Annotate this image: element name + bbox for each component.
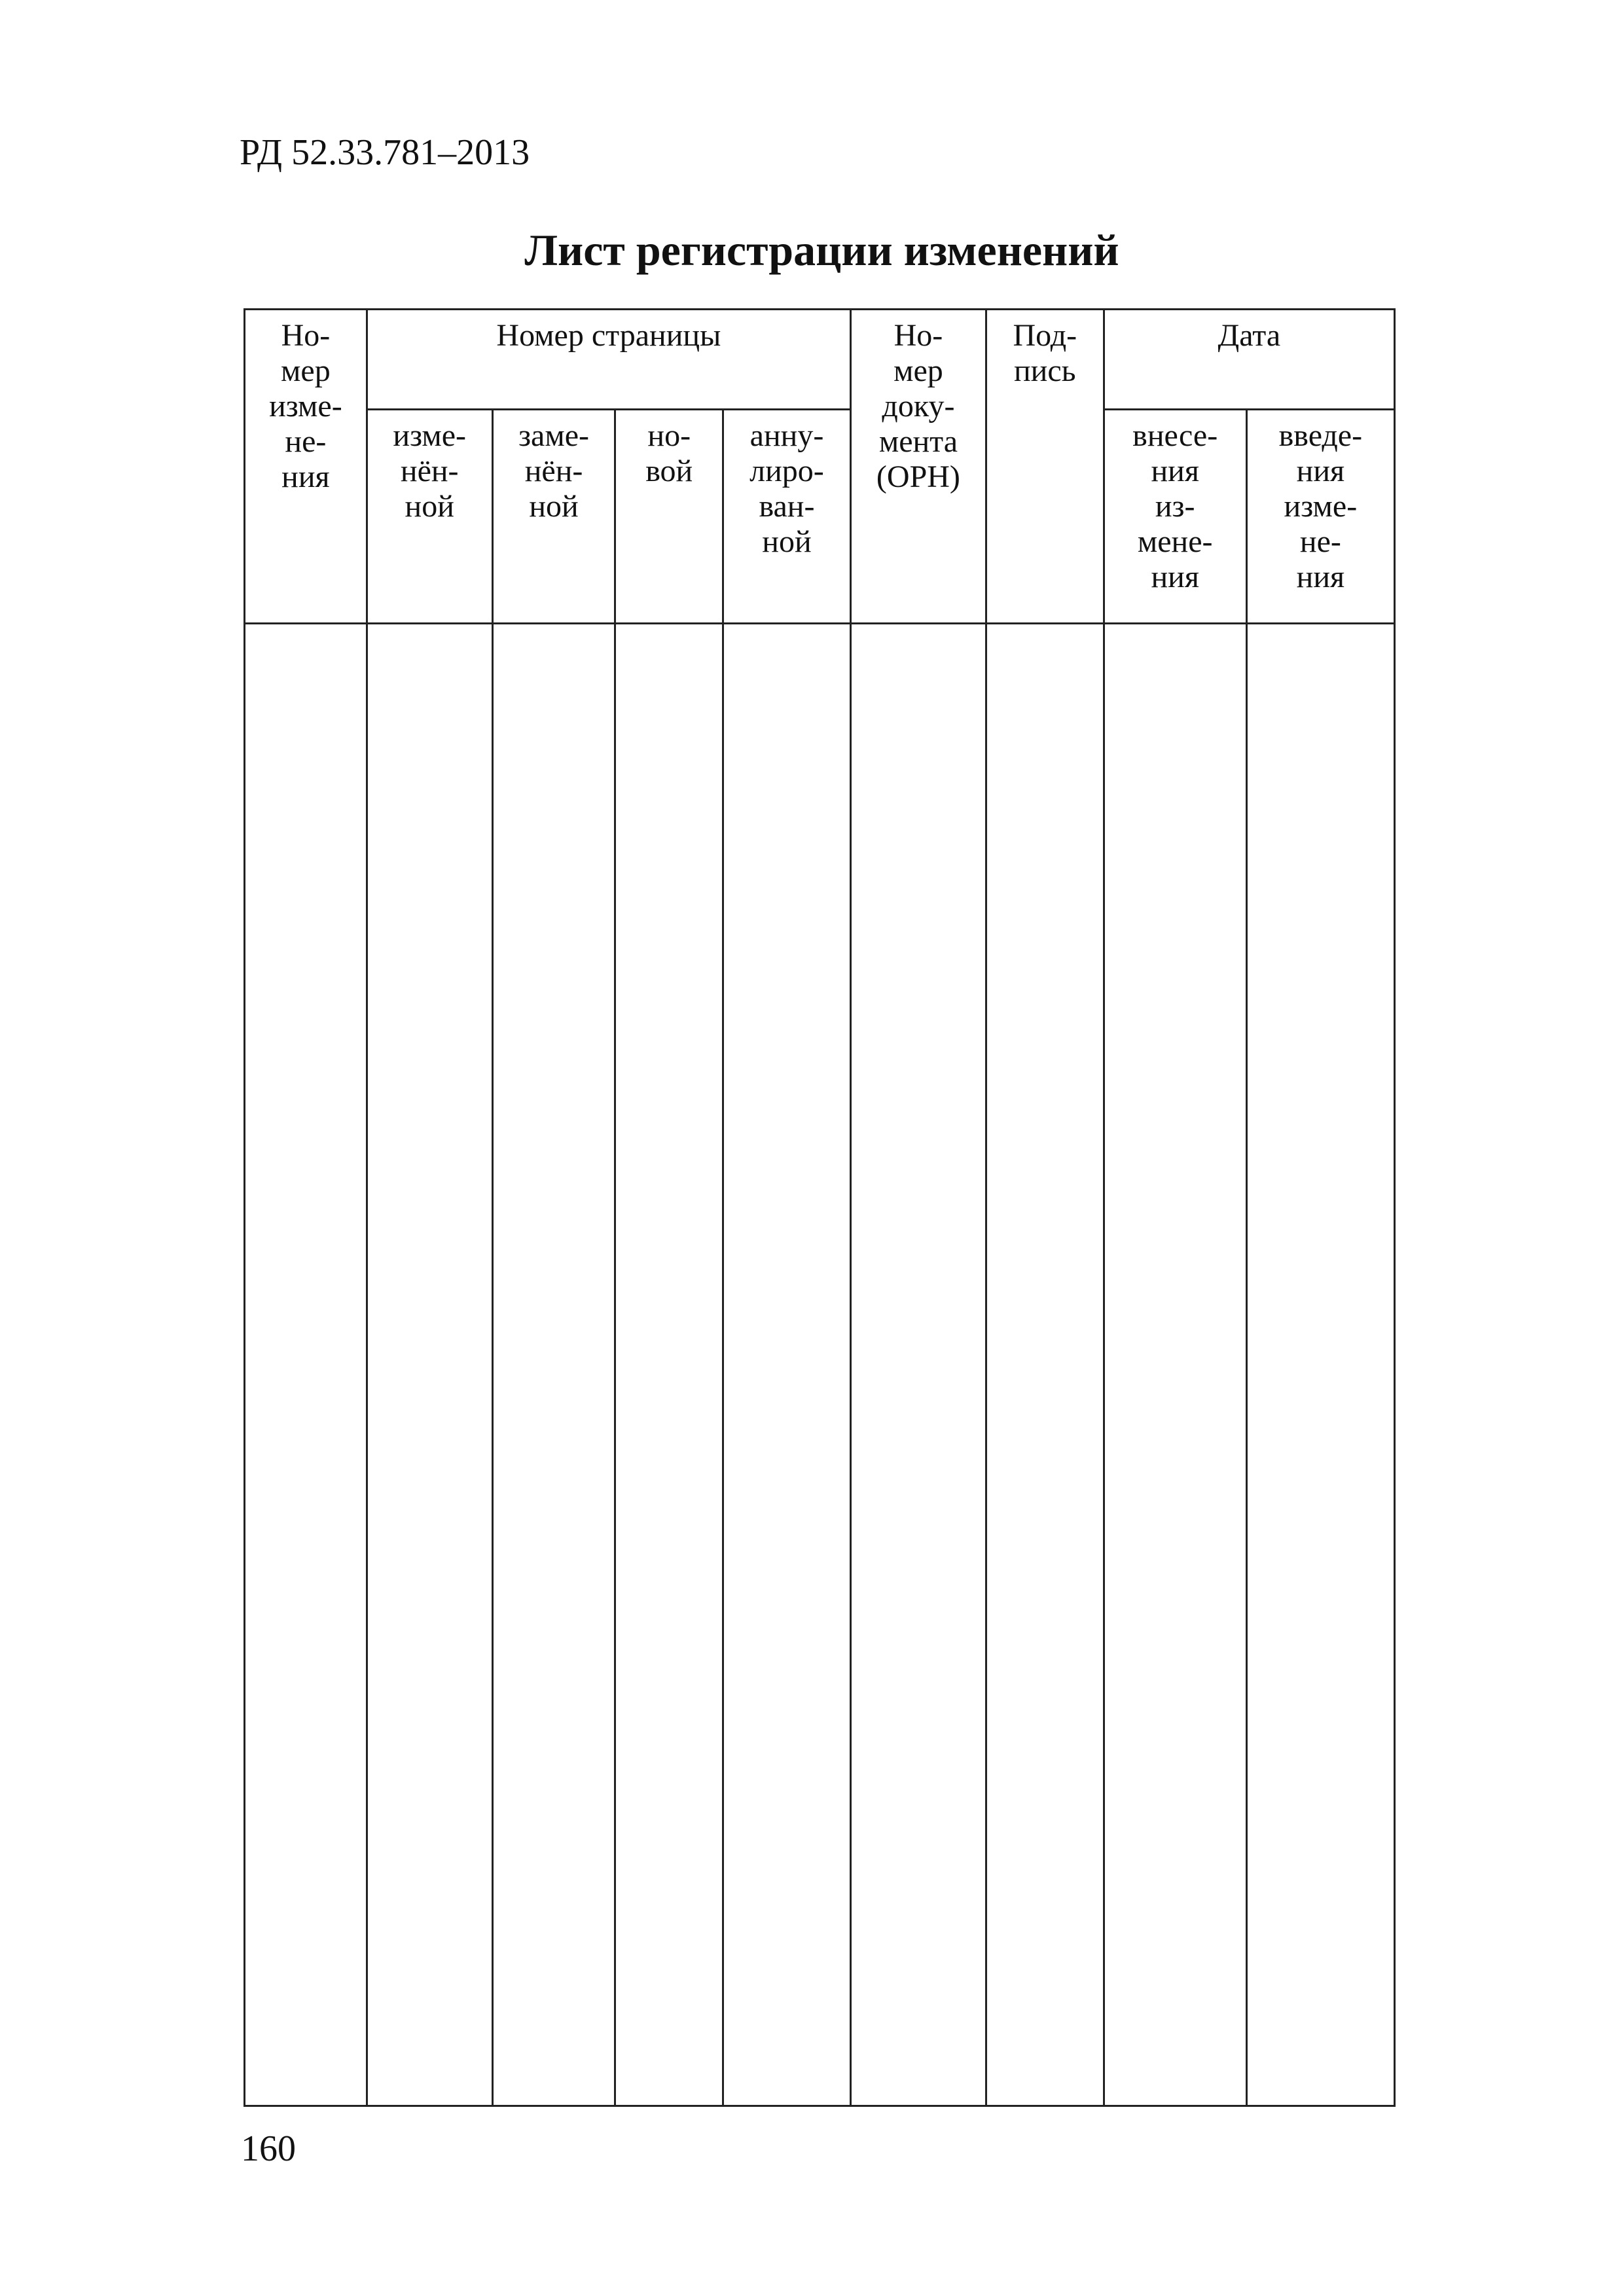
header-page-changed: изме- нён- ной xyxy=(367,410,492,624)
change-registration-table xyxy=(244,308,1396,2107)
body-cell xyxy=(367,624,492,2106)
header-date-group: Дата xyxy=(1104,310,1394,410)
body-cell xyxy=(1104,624,1246,2106)
body-cell xyxy=(245,624,367,2106)
header-page-annulled: анну- лиро- ван- ной xyxy=(723,410,851,624)
header-signature: Под- пись xyxy=(986,310,1104,624)
body-cell xyxy=(850,624,986,2106)
header-page-replaced: заме- нён- ной xyxy=(492,410,615,624)
body-cell xyxy=(723,624,851,2106)
header-page-number-group: Номер страницы xyxy=(367,310,850,410)
body-cell xyxy=(1246,624,1394,2106)
header-date-entered: внесе- ния из- мене- ния xyxy=(1104,410,1246,624)
body-cell xyxy=(986,624,1104,2106)
table-body-row xyxy=(245,624,1395,2106)
header-document-number: Но- мер доку- мента (ОРН) xyxy=(850,310,986,624)
page-title: Лист регистрации изменений xyxy=(524,225,1119,275)
body-cell xyxy=(492,624,615,2106)
header-change-number: Но- мер изме- не- ния xyxy=(245,310,367,624)
document-code: РД 52.33.781–2013 xyxy=(240,132,530,173)
body-cell xyxy=(615,624,723,2106)
header-date-introduced: введе- ния изме- не- ния xyxy=(1246,410,1394,624)
header-page-new: но- вой xyxy=(615,410,723,624)
page-number: 160 xyxy=(241,2128,296,2169)
